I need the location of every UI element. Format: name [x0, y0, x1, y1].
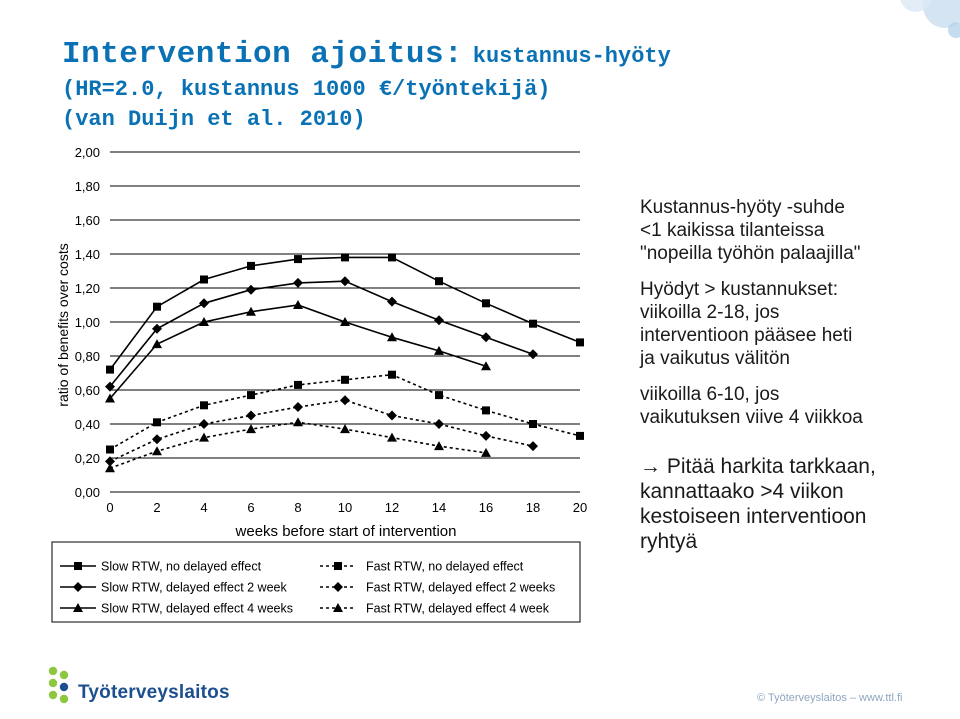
- y-tick-label: 1,80: [74, 179, 100, 194]
- x-tick-label: 16: [478, 500, 494, 515]
- series-6: [105, 417, 491, 472]
- data-point: [434, 441, 444, 450]
- data-point: [152, 446, 162, 455]
- paragraph-delay: viikoilla 6-10, jos vaikutuksen viive 4 viikkoa: [640, 384, 863, 428]
- arrow-icon: →: [640, 455, 661, 478]
- x-tick-label: 12: [384, 500, 400, 515]
- data-point: [152, 339, 162, 348]
- legend-label: Fast RTW, delayed effect 4 week: [366, 601, 549, 616]
- data-point: [200, 401, 208, 409]
- ttl-logo-icon: [44, 665, 78, 707]
- series-line: [110, 375, 580, 450]
- legend-marker: [74, 562, 82, 570]
- data-point: [293, 417, 303, 426]
- y-axis-label: ratio of benefits over costs: [55, 243, 71, 407]
- data-point: [293, 300, 303, 309]
- data-point: [481, 332, 491, 342]
- data-point: [434, 419, 444, 429]
- x-axis-label: weeks before start of intervention: [235, 523, 457, 540]
- data-point: [529, 320, 537, 328]
- title-sub: kustannus-hyöty: [472, 44, 671, 69]
- x-tick-label: 4: [200, 500, 208, 515]
- title-source: (van Duijn et al. 2010): [62, 107, 366, 132]
- legend-marker: [333, 582, 343, 592]
- legend-marker: [73, 582, 83, 592]
- data-point: [482, 406, 490, 414]
- x-tick-label: 0: [106, 500, 114, 515]
- data-point: [529, 420, 537, 428]
- legend-item: [320, 560, 524, 574]
- data-point: [247, 391, 255, 399]
- logo-text: Työterveyslaitos: [78, 682, 230, 703]
- data-point: [106, 446, 114, 454]
- series-2: [105, 276, 538, 391]
- y-tick-label: 1,60: [74, 213, 100, 228]
- data-point: [246, 411, 256, 421]
- data-point: [340, 276, 350, 286]
- data-point: [435, 277, 443, 285]
- data-point: [387, 297, 397, 307]
- data-point: [435, 391, 443, 399]
- data-point: [388, 371, 396, 379]
- y-tick-label: 1,00: [74, 315, 100, 330]
- data-point: [294, 255, 302, 263]
- data-point: [576, 432, 584, 440]
- data-point: [199, 298, 209, 308]
- paragraph-conclusion: → Pitää harkita tarkkaan, kannattaako >4 viikon kestoiseen interventioon ryhtyä: [640, 455, 876, 553]
- data-point: [105, 463, 115, 472]
- y-tick-label: 0,20: [74, 451, 100, 466]
- x-tick-label: 8: [294, 500, 302, 515]
- data-point: [528, 441, 538, 451]
- commentary-text: [640, 196, 950, 567]
- y-tick-labels: [75, 145, 100, 500]
- series-line: [110, 257, 580, 369]
- series-line: [110, 400, 533, 461]
- legend-item: [60, 602, 293, 616]
- title-params: (HR=2.0, kustannus 1000 €/työntekijä): [62, 77, 551, 102]
- data-point: [293, 402, 303, 412]
- data-point: [482, 299, 490, 307]
- data-point: [153, 303, 161, 311]
- x-tick-label: 10: [337, 500, 353, 515]
- data-point: [388, 253, 396, 261]
- paragraph-benefits: Hyödyt > kustannukset: viikoilla 2-18, jos interventioon pääsee heti ja vaikutus välitön: [640, 279, 853, 369]
- y-tick-label: 0,80: [74, 349, 100, 364]
- y-tick-label: 0,40: [74, 417, 100, 432]
- legend-item: [60, 560, 262, 574]
- series-5: [105, 395, 538, 466]
- data-point: [153, 418, 161, 426]
- chart-legend: [60, 560, 555, 616]
- paragraph-ratio-summary: Kustannus-hyöty -suhde <1 kaikissa tilanteissa "nopeilla työhön palaajilla": [640, 197, 861, 264]
- x-tick-label: 18: [525, 500, 541, 515]
- legend-item: [320, 602, 550, 616]
- y-tick-label: 1,40: [74, 247, 100, 262]
- x-tick-label: 20: [572, 500, 588, 515]
- y-tick-label: 0,60: [74, 383, 100, 398]
- title-main: Intervention ajoitus:: [62, 37, 464, 72]
- legend-label: Slow RTW, delayed effect 4 weeks: [101, 601, 293, 616]
- data-point: [481, 431, 491, 441]
- data-point: [199, 419, 209, 429]
- data-point: [576, 338, 584, 346]
- x-tick-label: 2: [153, 500, 161, 515]
- y-tick-label: 0,00: [74, 485, 100, 500]
- data-point: [294, 381, 302, 389]
- chart-series: [105, 253, 584, 472]
- data-point: [340, 424, 350, 433]
- data-point: [106, 366, 114, 374]
- x-tick-label: 6: [247, 500, 255, 515]
- data-point: [340, 395, 350, 405]
- data-point: [528, 349, 538, 359]
- legend-label: Fast RTW, no delayed effect: [366, 559, 524, 574]
- legend-label: Slow RTW, delayed effect 2 week: [101, 580, 287, 595]
- data-point: [341, 253, 349, 261]
- data-point: [152, 434, 162, 444]
- data-point: [387, 433, 397, 442]
- x-tick-labels: [106, 500, 587, 515]
- series-line: [110, 422, 486, 468]
- data-point: [434, 315, 444, 325]
- x-tick-label: 14: [431, 500, 447, 515]
- legend-label: Fast RTW, delayed effect 2 weeks: [366, 580, 556, 595]
- legend-item: [320, 581, 555, 595]
- data-point: [341, 376, 349, 384]
- legend-marker: [334, 562, 342, 570]
- data-point: [387, 411, 397, 421]
- footer-copyright: © Työterveyslaitos – www.ttl.fi: [757, 692, 903, 704]
- legend-label: Slow RTW, no delayed effect: [101, 559, 262, 574]
- data-point: [293, 278, 303, 288]
- y-tick-label: 2,00: [74, 145, 100, 160]
- data-point: [246, 285, 256, 295]
- data-point: [200, 276, 208, 284]
- data-point: [481, 448, 491, 457]
- y-tick-label: 1,20: [74, 281, 100, 296]
- legend-item: [60, 581, 287, 595]
- data-point: [247, 262, 255, 270]
